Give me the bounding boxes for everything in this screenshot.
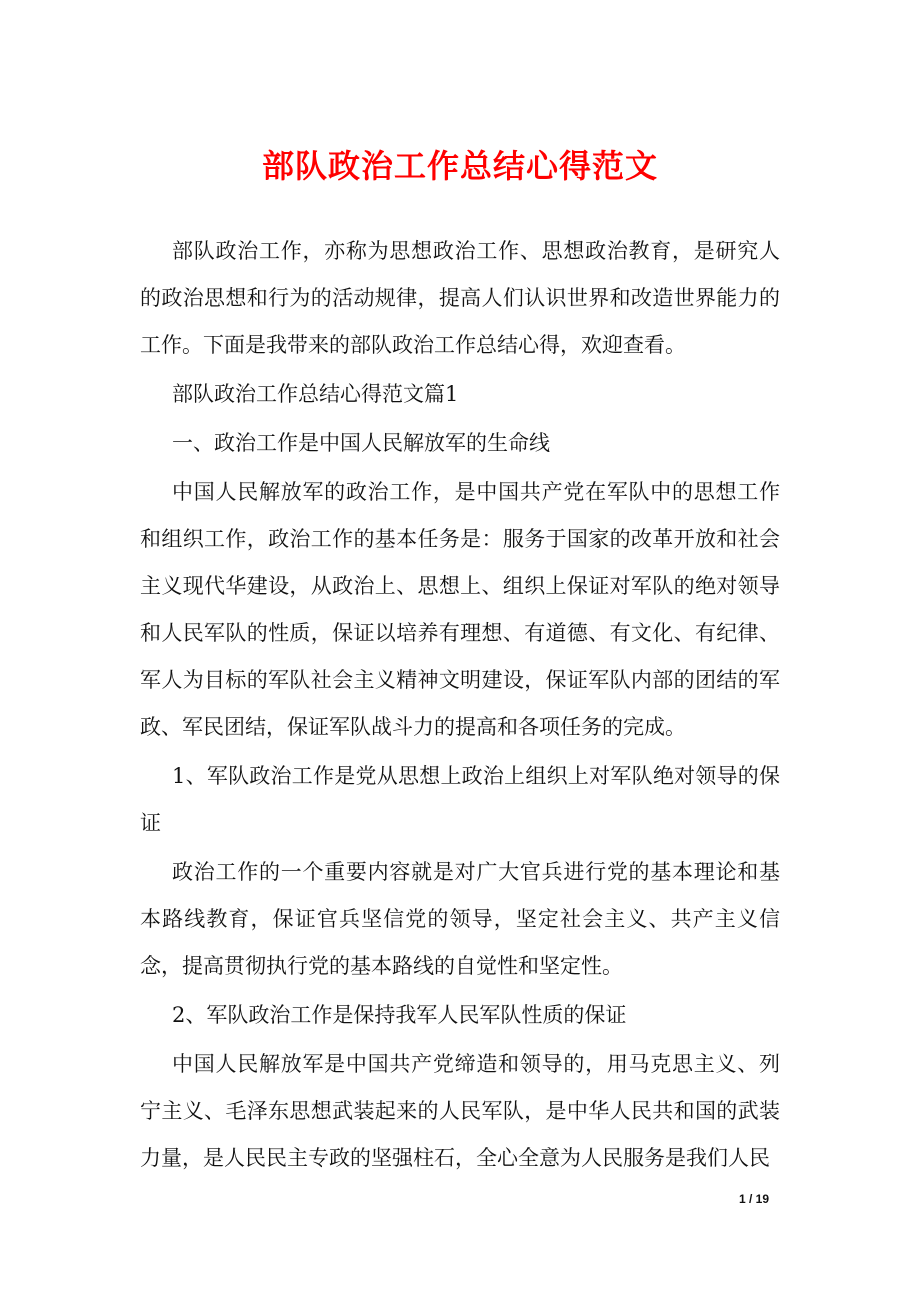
- paragraph-body: 中国人民解放军的政治工作，是中国共产党在军队中的思想工作和组织工作，政治工作的基本任务是：服务于国家的改革开放和社会主义现代华建设，从政治上、思想上、组织上保证对军队的绝对领导和人民军队的性质，保证以培养有理想、有道德、有文化、有纪律、军人为目标的军队社会主义精神文明建设，保证军队内部的团结的军政、军民团结，保证军队战斗力的提高和各项任务的完成。: [140, 480, 780, 739]
- paragraph-body: 中国人民解放军是中国共产党缔造和领导的，用马克思主义、列宁主义、毛泽东思想武装起来的人民军队，是中华人民共和国的武装力量，是人民民主专政的坚强柱石，全心全意为人民服务是我们人民: [140, 1052, 780, 1170]
- paragraph-intro: 部队政治工作，亦称为思想政治工作、思想政治教育，是研究人的政治思想和行为的活动规律，提高人们认识世界和改造世界能力的工作。下面是我带来的部队政治工作总结心得，欢迎查看。: [140, 239, 780, 357]
- paragraph-point-two: 2、军队政治工作是保持我军人民军队性质的保证: [172, 1003, 627, 1027]
- page-number: 1 / 19: [738, 1192, 770, 1206]
- document-title: 部队政治工作总结心得范文: [261, 147, 658, 185]
- paragraph-section-heading: 部队政治工作总结心得范文篇1: [172, 382, 459, 406]
- paragraph-heading-one: 一、政治工作是中国人民解放军的生命线: [172, 431, 550, 455]
- paragraph-body: 政治工作的一个重要内容就是对广大官兵进行党的基本理论和基本路线教育，保证官兵坚信党的领导，坚定社会主义、共产主义信念，提高贯彻执行党的基本路线的自觉性和坚定性。: [140, 860, 780, 978]
- paragraph-point-one: 1、军队政治工作是党从思想上政治上组织上对军队绝对领导的保证: [140, 764, 780, 835]
- document-body: [140, 228, 780, 1182]
